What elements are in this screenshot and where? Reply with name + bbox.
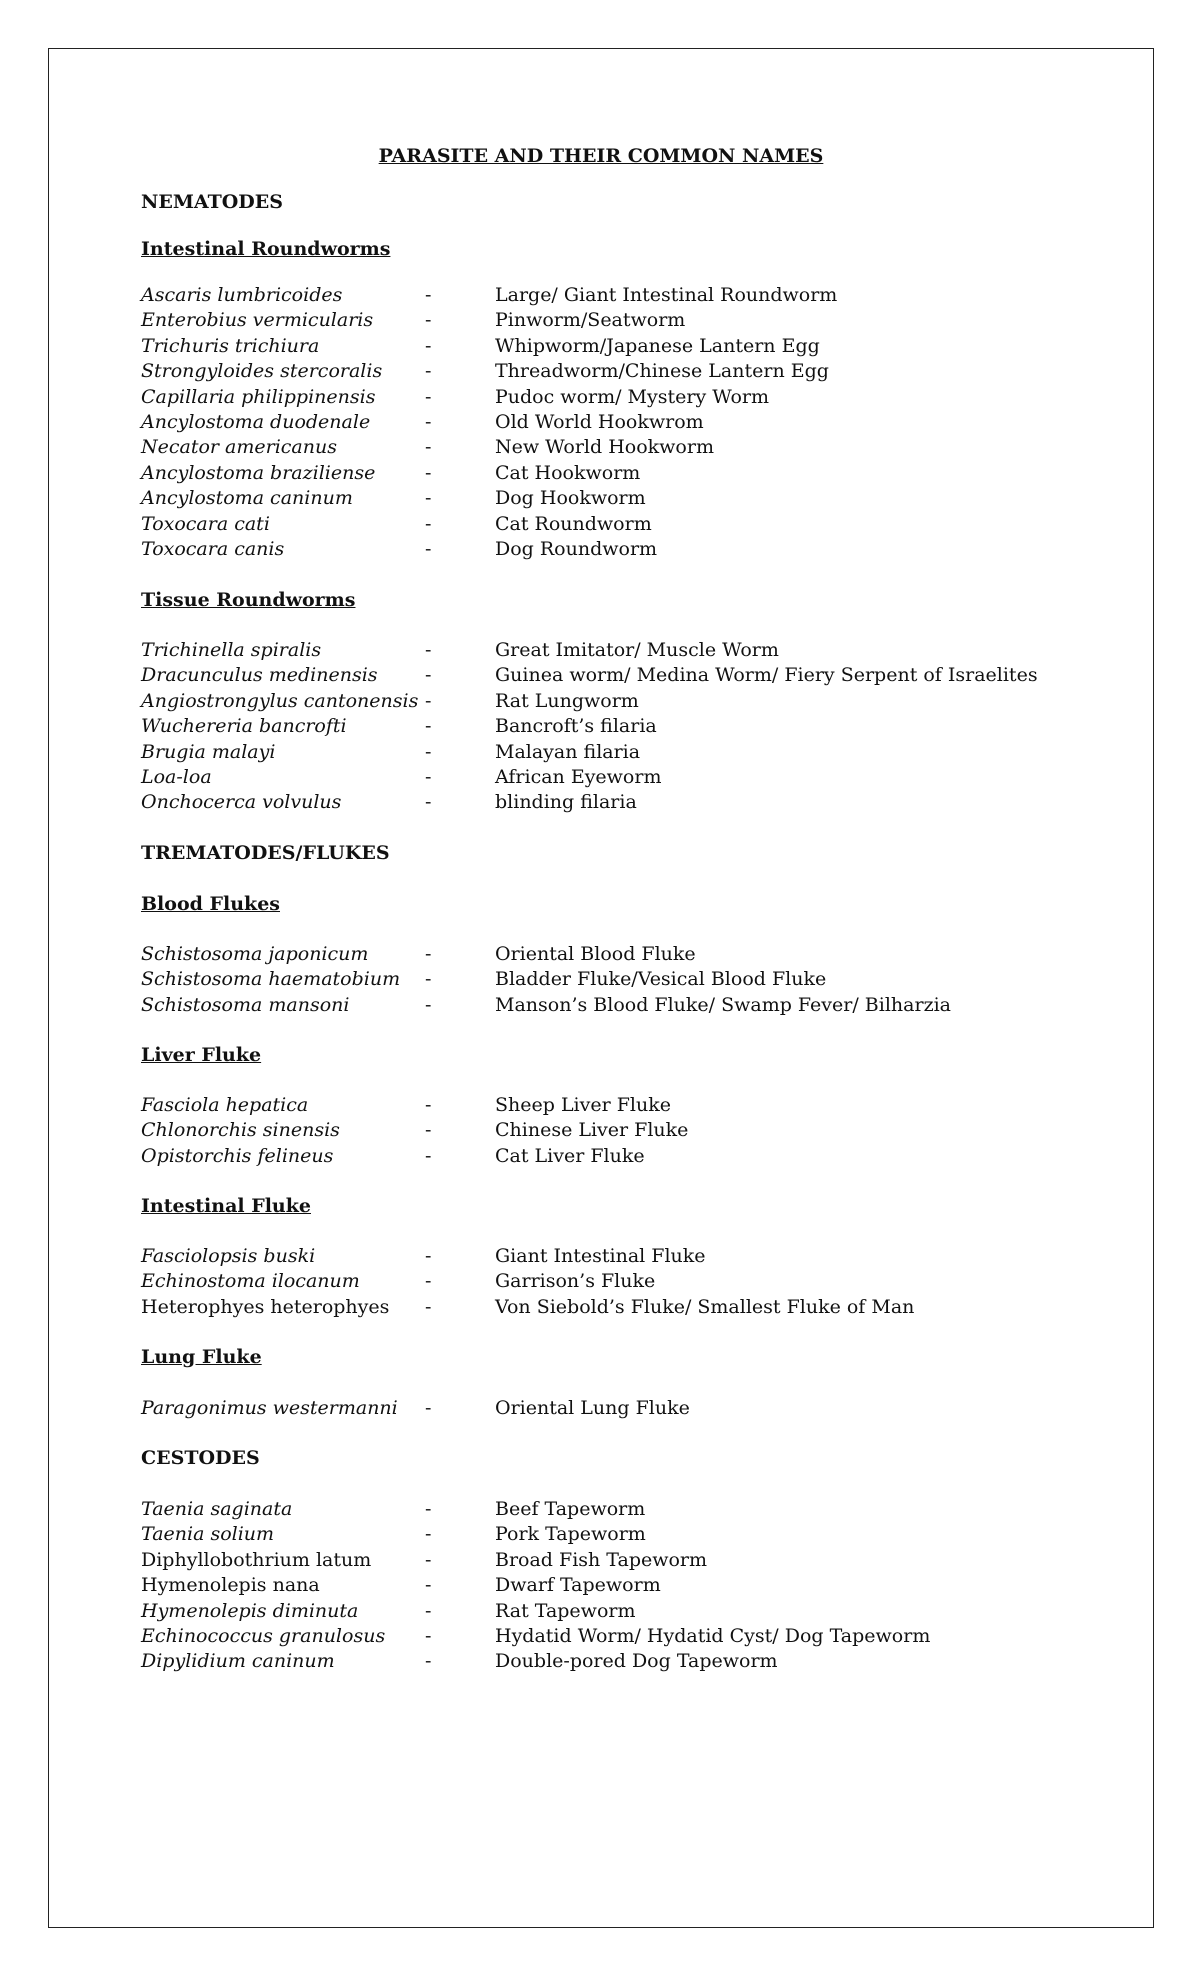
section-heading-trematodes: TREMATODES/FLUKES <box>141 842 390 864</box>
common-name: Broad Fish Tapeworm <box>495 1548 708 1571</box>
section-heading-nematodes: NEMATODES <box>141 191 283 213</box>
separator-dash: - <box>425 765 432 788</box>
common-name: Dog Hookworm <box>495 487 646 510</box>
separator-dash: - <box>425 1523 432 1546</box>
scientific-name: Schistosoma mansoni <box>141 993 350 1016</box>
common-name: Guinea worm/ Medina Worm/ Fiery Serpent of Israelites <box>495 664 1038 687</box>
scientific-name: Fasciola hepatica <box>141 1094 309 1116</box>
scientific-name: Hymenolepis diminuta <box>141 1599 359 1622</box>
scientific-name: Loa-loa <box>141 765 212 788</box>
scientific-name: Toxocara cati <box>141 512 270 535</box>
common-name: Pork Tapeworm <box>495 1523 646 1546</box>
common-name: Manson’s Blood Fluke/ Swamp Fever/ Bilharzia <box>495 993 951 1016</box>
separator-dash: - <box>425 1624 432 1647</box>
scientific-name: Diphyllobothrium latum <box>141 1548 372 1571</box>
common-name: Threadworm/Chinese Lantern Egg <box>495 360 829 383</box>
common-name: African Eyeworm <box>495 765 662 788</box>
separator-dash: - <box>425 740 432 763</box>
subsection-heading-tissue-roundworms: Tissue Roundworms <box>141 589 356 611</box>
separator-dash: - <box>425 639 432 661</box>
scientific-name: Dipylidium caninum <box>141 1650 335 1673</box>
separator-dash: - <box>425 334 432 357</box>
scientific-name: Echinostoma ilocanum <box>141 1270 360 1293</box>
separator-dash: - <box>425 1548 432 1571</box>
common-name: Sheep Liver Fluke <box>495 1094 671 1116</box>
common-name: blinding filaria <box>495 791 637 814</box>
subsection-heading-intestinal-roundworms: Intestinal Roundworms <box>141 238 391 260</box>
section-heading-cestodes: CESTODES <box>141 1447 260 1469</box>
common-name: Dwarf Tapeworm <box>495 1574 661 1597</box>
separator-dash: - <box>425 993 432 1016</box>
separator-dash: - <box>425 689 432 712</box>
common-name: Garrison’s Fluke <box>495 1270 656 1293</box>
separator-dash: - <box>425 385 432 408</box>
common-name: Dog Roundworm <box>495 537 658 560</box>
scientific-name: Taenia saginata <box>141 1498 293 1520</box>
scientific-name: Angiostrongylus cantonensis <box>141 689 419 712</box>
common-name: Pudoc worm/ Mystery Worm <box>495 385 769 408</box>
separator-dash: - <box>425 512 432 535</box>
scientific-name: Onchocerca volvulus <box>141 791 342 814</box>
common-name: Old World Hookwrom <box>495 410 704 433</box>
scientific-name: Heterophyes heterophyes <box>141 1295 390 1318</box>
common-name: Rat Tapeworm <box>495 1599 636 1622</box>
separator-dash: - <box>425 664 432 687</box>
subsection-heading-intestinal-fluke: Intestinal Fluke <box>141 1195 311 1217</box>
common-name: Double-pored Dog Tapeworm <box>495 1650 778 1673</box>
common-name: Von Siebold’s Fluke/ Smallest Fluke of Man <box>495 1295 915 1318</box>
common-name: Oriental Blood Fluke <box>495 943 696 965</box>
separator-dash: - <box>425 1599 432 1622</box>
separator-dash: - <box>425 309 432 332</box>
subsection-heading-blood-flukes: Blood Flukes <box>141 893 280 915</box>
common-name: Cat Hookworm <box>495 461 641 484</box>
scientific-name: Toxocara canis <box>141 537 285 560</box>
separator-dash: - <box>425 1119 432 1142</box>
common-name: Great Imitator/ Muscle Worm <box>495 639 779 661</box>
common-name: Hydatid Worm/ Hydatid Cyst/ Dog Tapeworm <box>495 1624 931 1647</box>
scientific-name: Hymenolepis nana <box>141 1574 320 1597</box>
separator-dash: - <box>425 1144 432 1167</box>
scientific-name: Enterobius vermicularis <box>141 309 374 332</box>
common-name: Cat Liver Fluke <box>495 1144 645 1167</box>
separator-dash: - <box>425 791 432 814</box>
common-name: Beef Tapeworm <box>495 1498 646 1520</box>
separator-dash: - <box>425 1295 432 1318</box>
scientific-name: Ancylostoma braziliense <box>141 461 376 484</box>
scientific-name: Ancylostoma duodenale <box>141 410 371 433</box>
scientific-name: Dracunculus medinensis <box>141 664 378 687</box>
common-name: New World Hookworm <box>495 436 714 459</box>
scientific-name: Strongyloides stercoralis <box>141 360 383 383</box>
separator-dash: - <box>425 968 432 991</box>
common-name: Rat Lungworm <box>495 689 639 712</box>
scientific-name: Opistorchis felineus <box>141 1144 334 1167</box>
separator-dash: - <box>425 284 432 306</box>
separator-dash: - <box>425 360 432 383</box>
common-name: Malayan filaria <box>495 740 641 763</box>
separator-dash: - <box>425 487 432 510</box>
separator-dash: - <box>425 1650 432 1673</box>
scientific-name: Schistosoma haematobium <box>141 968 401 991</box>
scientific-name: Ascaris lumbricoides <box>141 284 343 306</box>
document-title: PARASITE AND THEIR COMMON NAMES <box>378 145 824 167</box>
common-name: Whipworm/Japanese Lantern Egg <box>495 334 820 357</box>
scientific-name: Trichuris trichiura <box>141 334 320 357</box>
separator-dash: - <box>425 1498 432 1520</box>
scientific-name: Ancylostoma caninum <box>141 487 353 510</box>
scientific-name: Chlonorchis sinensis <box>141 1119 340 1142</box>
scientific-name: Trichinella spiralis <box>141 639 322 661</box>
common-name: Bancroft’s filaria <box>495 715 657 738</box>
separator-dash: - <box>425 1397 432 1419</box>
separator-dash: - <box>425 1270 432 1293</box>
separator-dash: - <box>425 1245 432 1267</box>
scientific-name: Taenia solium <box>141 1523 275 1546</box>
separator-dash: - <box>425 461 432 484</box>
separator-dash: - <box>425 715 432 738</box>
separator-dash: - <box>425 1094 432 1116</box>
common-name: Cat Roundworm <box>495 512 652 535</box>
common-name: Giant Intestinal Fluke <box>495 1245 706 1267</box>
subsection-heading-liver-fluke: Liver Fluke <box>141 1044 262 1066</box>
common-name: Large/ Giant Intestinal Roundworm <box>495 284 838 306</box>
separator-dash: - <box>425 943 432 965</box>
separator-dash: - <box>425 537 432 560</box>
separator-dash: - <box>425 436 432 459</box>
scientific-name: Fasciolopsis buski <box>141 1245 316 1267</box>
scientific-name: Echinococcus granulosus <box>141 1624 386 1647</box>
common-name: Chinese Liver Fluke <box>495 1119 689 1142</box>
common-name: Bladder Fluke/Vesical Blood Fluke <box>495 968 827 991</box>
separator-dash: - <box>425 410 432 433</box>
scientific-name: Capillaria philippinensis <box>141 385 376 408</box>
scientific-name: Wuchereria bancrofti <box>141 715 347 738</box>
scientific-name: Brugia malayi <box>141 740 276 763</box>
separator-dash: - <box>425 1574 432 1597</box>
scientific-name: Paragonimus westermanni <box>141 1397 398 1419</box>
scientific-name: Necator americanus <box>141 436 337 459</box>
common-name: Pinworm/Seatworm <box>495 309 686 332</box>
common-name: Oriental Lung Fluke <box>495 1397 690 1419</box>
scientific-name: Schistosoma japonicum <box>141 943 369 965</box>
subsection-heading-lung-fluke: Lung Fluke <box>141 1346 262 1368</box>
